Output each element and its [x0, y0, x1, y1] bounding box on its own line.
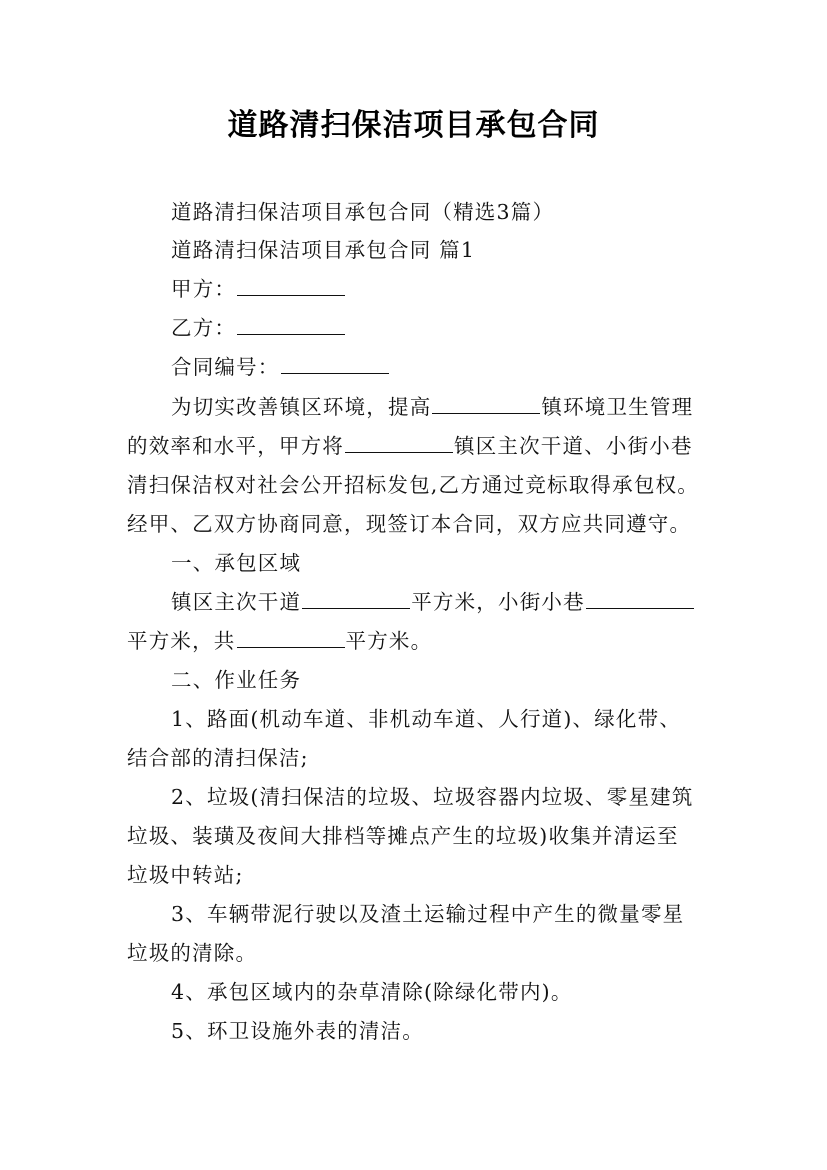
- party-b-label: 乙方：: [171, 316, 237, 340]
- list-item: 1、路面(机动车道、非机动车道、人行道)、绿化带、: [171, 707, 682, 731]
- area-text: 平方米。: [345, 629, 433, 653]
- area-blank: [302, 590, 410, 609]
- party-a-label: 甲方：: [171, 277, 237, 301]
- list-item: 垃圾、装璜及夜间大排档等摊点产生的垃圾)收集并清运至: [127, 824, 679, 848]
- document-subtitle: 道路清扫保洁项目承包合同（精选3篇）: [171, 200, 555, 224]
- contract-no-blank: [281, 355, 389, 374]
- list-item: 垃圾的清除。: [127, 941, 258, 965]
- paragraph-text: 的效率和水平，甲方将: [127, 434, 344, 458]
- list-item: 5、环卫设施外表的清洁。: [171, 1019, 424, 1043]
- paragraph-text: 镇环境卫生管理: [541, 395, 694, 419]
- town-blank: [345, 434, 453, 453]
- party-a-line: [171, 274, 771, 304]
- contract-no-label: 合同编号：: [171, 355, 280, 379]
- party-b-blank: [237, 316, 345, 335]
- paragraph-line: [171, 392, 771, 422]
- area-blank: [586, 590, 694, 609]
- contract-no-line: [171, 352, 771, 382]
- list-item: 3、车辆带泥行驶以及渣土运输过程中产生的微量零星: [171, 902, 685, 926]
- section-heading: 一、承包区域: [171, 551, 302, 575]
- paragraph-line: 清扫保洁权对社会公开招标发包,乙方通过竞标取得承包权。: [127, 473, 699, 497]
- list-item: 4、承包区域内的杂草清除(除绿化带内)。: [171, 980, 573, 1004]
- page-title: 道路清扫保洁项目承包合同: [227, 108, 600, 143]
- party-a-blank: [237, 277, 345, 296]
- party-b-line: [171, 313, 771, 343]
- part-heading: 道路清扫保洁项目承包合同 篇1: [171, 238, 476, 262]
- area-line: [127, 626, 727, 656]
- area-text: 镇区主次干道: [171, 590, 302, 614]
- area-blank: [237, 629, 345, 648]
- paragraph-line: 经甲、乙双方协商同意，现签订本合同，双方应共同遵守。: [127, 512, 692, 536]
- list-item: 结合部的清扫保洁;: [127, 746, 309, 770]
- area-text: 平方米，共: [127, 629, 236, 653]
- section-heading: 二、作业任务: [171, 668, 302, 692]
- list-item: 垃圾中转站;: [127, 863, 244, 887]
- paragraph-line: [127, 431, 727, 461]
- town-blank: [432, 395, 540, 414]
- paragraph-text: 为切实改善镇区环境，提高: [171, 395, 432, 419]
- paragraph-text: 镇区主次干道、小街小巷: [454, 434, 693, 458]
- area-text: 平方米，小街小巷: [411, 590, 585, 614]
- area-line: [171, 587, 771, 617]
- list-item: 2、垃圾(清扫保洁的垃圾、垃圾容器内垃圾、零星建筑: [171, 785, 694, 809]
